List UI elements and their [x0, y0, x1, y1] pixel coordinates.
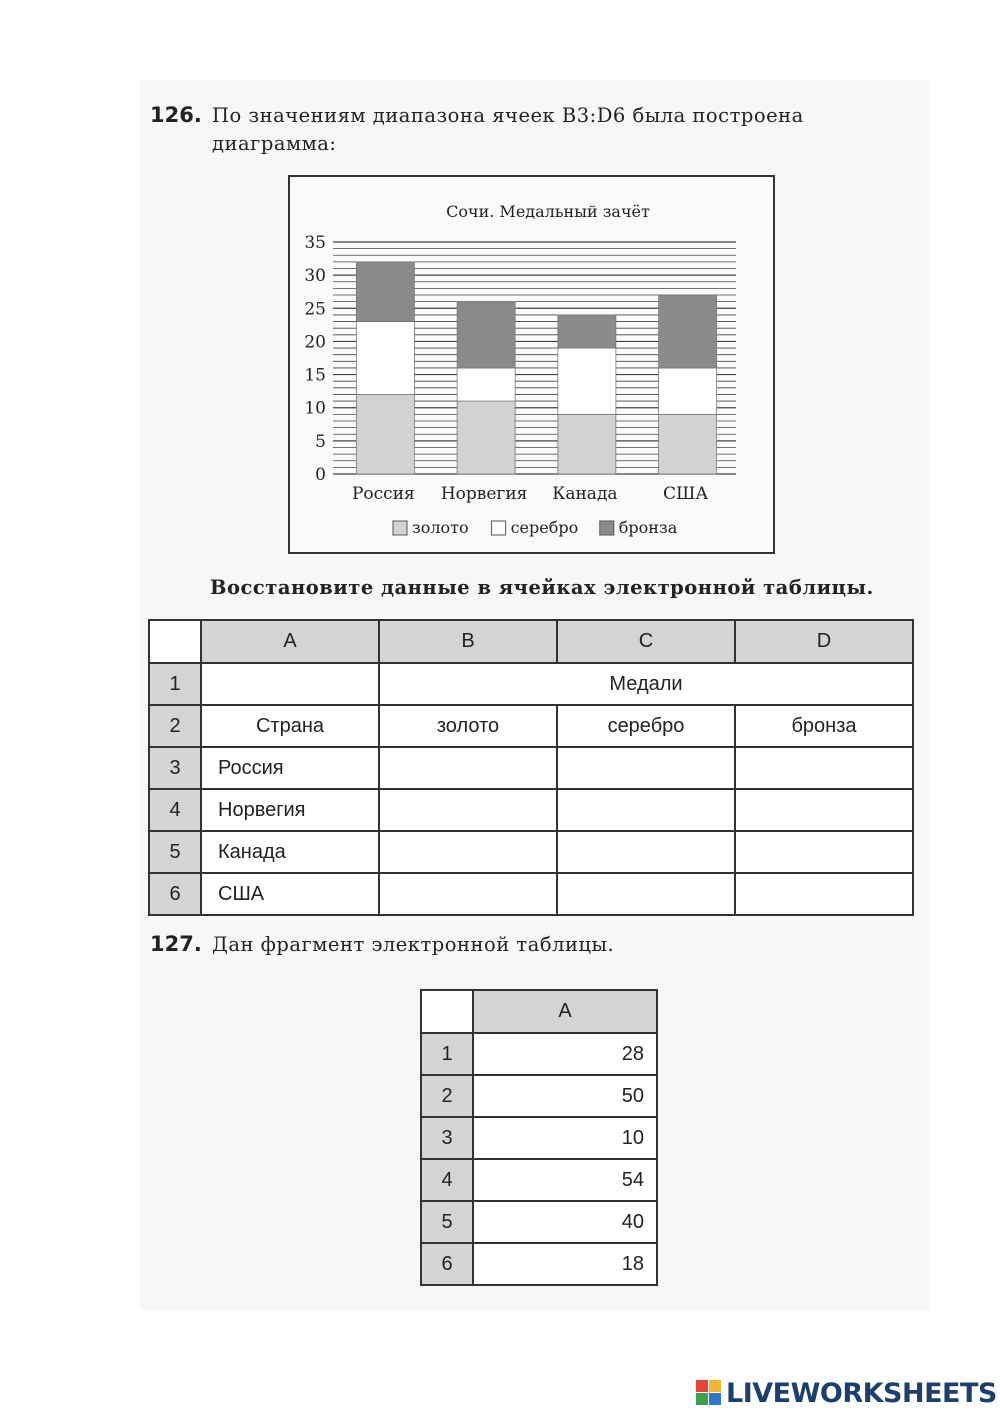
medal-chart	[288, 175, 775, 554]
x-category-label: Россия	[351, 484, 415, 504]
bar-segment	[356, 322, 414, 395]
col-header-a: A	[201, 620, 379, 663]
cell-c2: серебро	[557, 705, 735, 747]
row-header-1: 1	[149, 663, 201, 705]
task-126-text-line2: диаграмма:	[212, 132, 337, 155]
x-category-label: Канада	[552, 484, 618, 504]
legend-label: бронза	[618, 518, 678, 537]
y-tick-label: 35	[304, 233, 326, 253]
liveworksheets-logo-icon	[696, 1380, 722, 1406]
spreadsheet-fragment	[420, 989, 658, 1286]
liveworksheets-logo	[696, 1378, 997, 1409]
bar-segment	[356, 262, 414, 322]
row-header-4: 4	[149, 789, 201, 831]
cell-d4[interactable]	[735, 789, 913, 831]
row-header-4: 4	[421, 1159, 473, 1201]
row-header-5: 5	[421, 1201, 473, 1243]
task-126-number: 126.	[150, 103, 202, 127]
cell-b6[interactable]	[379, 873, 557, 915]
corner-cell	[149, 620, 201, 663]
cell-a5: Канада	[201, 831, 379, 873]
x-category-label: Норвегия	[440, 484, 528, 504]
task-126-text-line1: По значениям диапазона ячеек B3:D6 была построена	[212, 104, 804, 127]
cell-a3: Россия	[201, 747, 379, 789]
bar-segment	[558, 414, 616, 474]
cell-c6[interactable]	[557, 873, 735, 915]
x-category-label: США	[662, 484, 709, 504]
cell-a6-value: 18	[473, 1243, 657, 1285]
cell-a1[interactable]	[201, 663, 379, 705]
row-header-6: 6	[421, 1243, 473, 1285]
cell-b5[interactable]	[379, 831, 557, 873]
legend-swatch	[600, 521, 614, 535]
row-header-2: 2	[149, 705, 201, 747]
y-tick-label: 15	[304, 365, 326, 386]
bar-segment	[356, 394, 414, 474]
cell-d5[interactable]	[735, 831, 913, 873]
cell-c3[interactable]	[557, 747, 735, 789]
task-126-instruction: Восстановите данные в ячейках электронной таблицы.	[210, 576, 874, 599]
legend-swatch	[492, 521, 506, 535]
cell-a5-value: 40	[473, 1201, 657, 1243]
y-tick-label: 20	[304, 332, 326, 353]
medal-chart-svg	[290, 177, 773, 552]
col-header-b: B	[379, 620, 557, 663]
bar-segment	[457, 401, 515, 474]
spreadsheet-medals	[148, 619, 914, 916]
bar-segment	[457, 368, 515, 401]
bar-segment	[558, 348, 616, 414]
row-header-5: 5	[149, 831, 201, 873]
liveworksheets-logo-text: LIVEWORKSHEETS	[726, 1378, 997, 1409]
cell-b4[interactable]	[379, 789, 557, 831]
col-header-a-2: A	[473, 990, 657, 1033]
y-tick-label: 25	[304, 299, 326, 320]
row-header-3: 3	[149, 747, 201, 789]
cell-a2: Страна	[201, 705, 379, 747]
corner-cell-2	[421, 990, 473, 1033]
task-127-text: Дан фрагмент электронной таблицы.	[212, 933, 615, 956]
legend-label: золото	[412, 518, 469, 537]
cell-d6[interactable]	[735, 873, 913, 915]
cell-medals-header: Медали	[379, 663, 913, 705]
cell-d3[interactable]	[735, 747, 913, 789]
row-header-6: 6	[149, 873, 201, 915]
cell-a1-value: 28	[473, 1033, 657, 1075]
bar-segment	[659, 414, 717, 474]
legend-label: серебро	[510, 518, 579, 537]
row-header-1: 1	[421, 1033, 473, 1075]
cell-a4: Норвегия	[201, 789, 379, 831]
row-header-2: 2	[421, 1075, 473, 1117]
y-tick-label: 5	[315, 431, 326, 452]
cell-c4[interactable]	[557, 789, 735, 831]
bar-segment	[659, 368, 717, 414]
cell-a2-value: 50	[473, 1075, 657, 1117]
col-header-c: C	[557, 620, 735, 663]
cell-b3[interactable]	[379, 747, 557, 789]
cell-c5[interactable]	[557, 831, 735, 873]
row-header-3: 3	[421, 1117, 473, 1159]
y-tick-label: 0	[315, 465, 326, 485]
y-tick-label: 30	[304, 266, 326, 287]
bar-segment	[659, 295, 717, 368]
bar-segment	[457, 302, 515, 368]
bar-segment	[558, 315, 616, 348]
legend-swatch	[393, 521, 407, 535]
cell-a3-value: 10	[473, 1117, 657, 1159]
cell-d2: бронза	[735, 705, 913, 747]
cell-b2: золото	[379, 705, 557, 747]
chart-title: Сочи. Медальный зачёт	[446, 202, 650, 221]
y-tick-label: 10	[304, 398, 326, 419]
cell-a4-value: 54	[473, 1159, 657, 1201]
task-127-number: 127.	[150, 932, 202, 956]
cell-a6: США	[201, 873, 379, 915]
col-header-d: D	[735, 620, 913, 663]
